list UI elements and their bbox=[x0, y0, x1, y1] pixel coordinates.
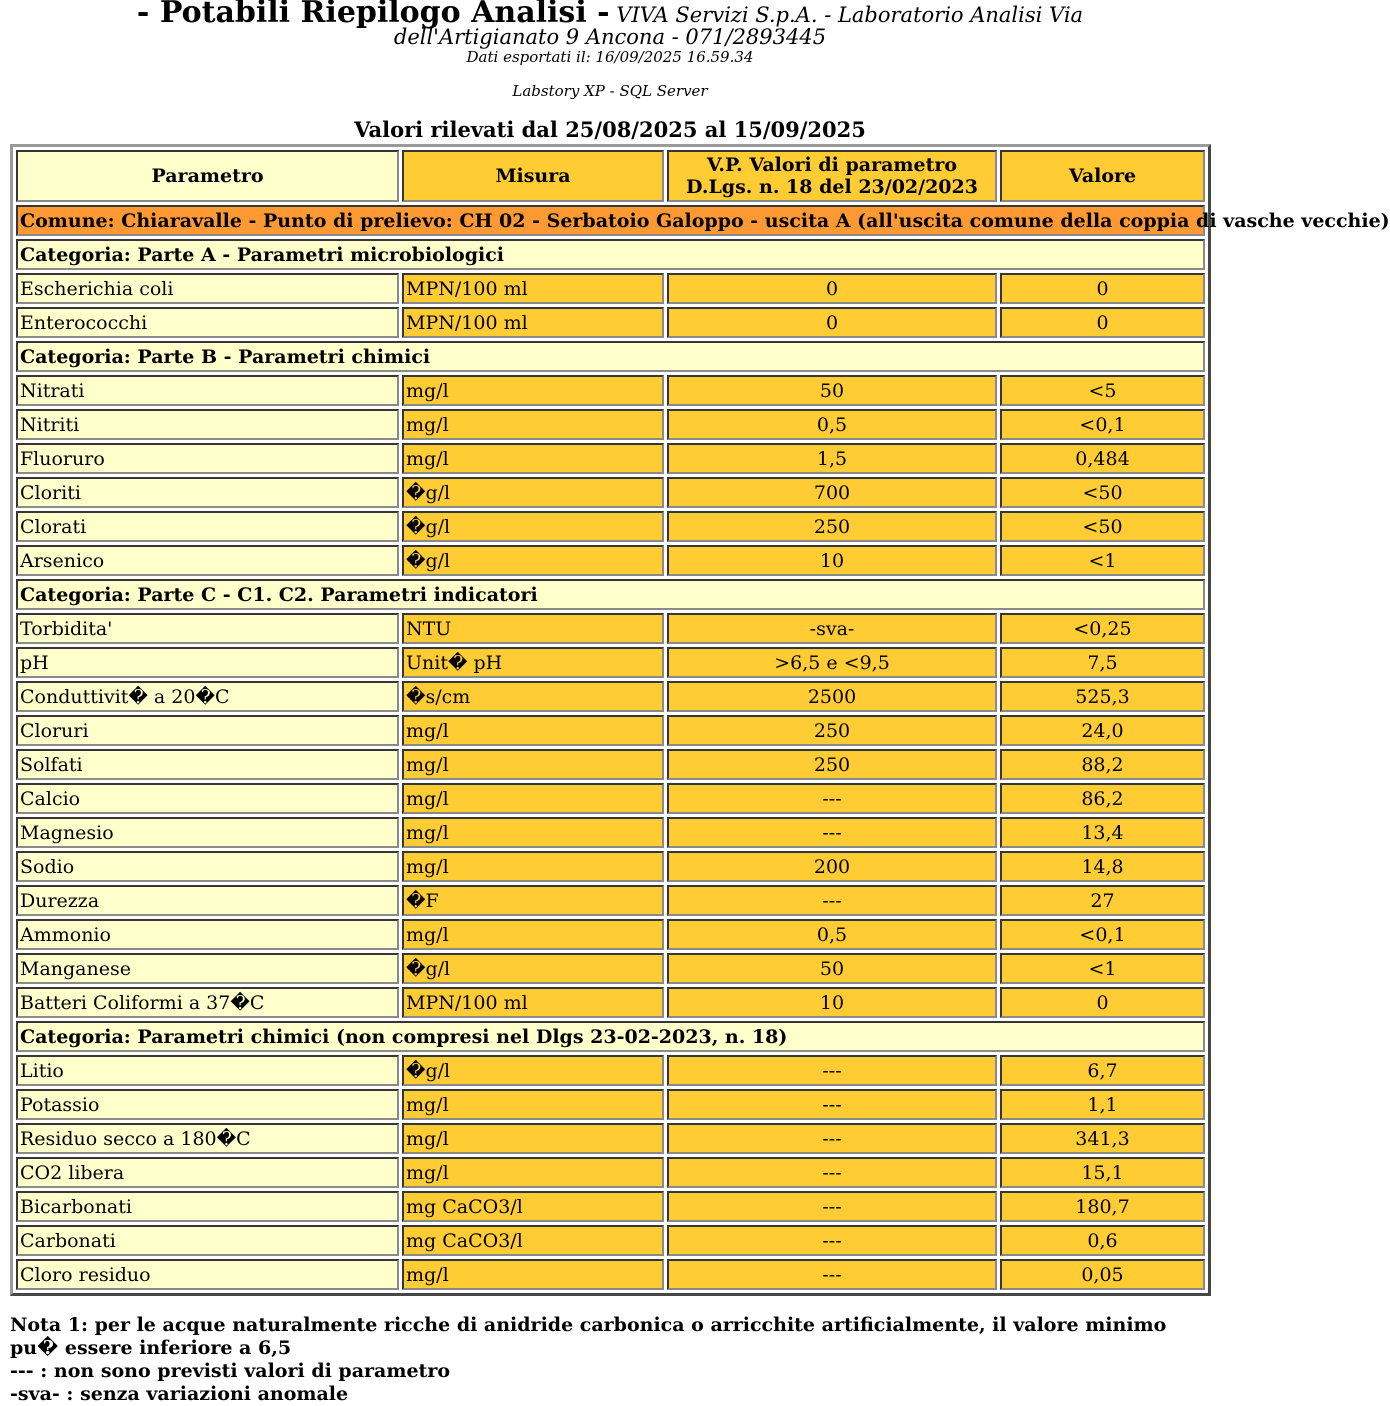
table-row bbox=[16, 1157, 1205, 1188]
cell-parametro: Calcio bbox=[16, 783, 399, 814]
nota-1: Nota 1: per le acque naturalmente ricche di anidride carbonica o arricchite artificialmente, il valore minimo pu� essere inferiore a 6,5 bbox=[10, 1314, 1167, 1359]
cell-misura: mg CaCO3/l bbox=[402, 1191, 664, 1222]
cell-valore: 6,7 bbox=[1000, 1055, 1205, 1086]
title-line bbox=[60, 2, 1160, 48]
cell-parametro: Durezza bbox=[16, 885, 399, 916]
cell-misura: �g/l bbox=[402, 477, 664, 508]
cell-valore: <0,25 bbox=[1000, 613, 1205, 644]
cell-vp: 50 bbox=[667, 375, 997, 406]
cell-parametro: Nitriti bbox=[16, 409, 399, 440]
cell-parametro: CO2 libera bbox=[16, 1157, 399, 1188]
col-header-valore: Valore bbox=[1000, 150, 1205, 202]
cell-misura: mg/l bbox=[402, 715, 664, 746]
cell-vp: 10 bbox=[667, 987, 997, 1018]
cell-misura: mg CaCO3/l bbox=[402, 1225, 664, 1256]
category-row bbox=[16, 1021, 1205, 1052]
table-row bbox=[16, 375, 1205, 406]
cell-valore: 0 bbox=[1000, 307, 1205, 338]
col-header-parametro: Parametro bbox=[16, 150, 399, 202]
cell-parametro: Ammonio bbox=[16, 919, 399, 950]
cell-valore: 27 bbox=[1000, 885, 1205, 916]
cell-vp: 0,5 bbox=[667, 409, 997, 440]
cell-valore: 180,7 bbox=[1000, 1191, 1205, 1222]
col-header-vp: V.P. Valori di parametro D.Lgs. n. 18 del 23/02/2023 bbox=[667, 150, 997, 202]
cell-misura: mg/l bbox=[402, 1123, 664, 1154]
cell-valore: 24,0 bbox=[1000, 715, 1205, 746]
table-row bbox=[16, 817, 1205, 848]
cell-valore: 0,05 bbox=[1000, 1259, 1205, 1290]
cell-misura: �g/l bbox=[402, 1055, 664, 1086]
cell-valore: <5 bbox=[1000, 375, 1205, 406]
cell-parametro: Arsenico bbox=[16, 545, 399, 576]
cell-vp: 250 bbox=[667, 511, 997, 542]
cell-parametro: Cloro residuo bbox=[16, 1259, 399, 1290]
date-range: Valori rilevati dal 25/08/2025 al 15/09/2025 bbox=[354, 117, 866, 142]
cell-misura: MPN/100 ml bbox=[402, 307, 664, 338]
cell-misura: MPN/100 ml bbox=[402, 987, 664, 1018]
table-row bbox=[16, 783, 1205, 814]
cell-vp: 250 bbox=[667, 749, 997, 780]
category-row bbox=[16, 341, 1205, 372]
cell-misura: mg/l bbox=[402, 749, 664, 780]
cell-vp: --- bbox=[667, 1055, 997, 1086]
table-row bbox=[16, 885, 1205, 916]
cell-misura: mg/l bbox=[402, 443, 664, 474]
cell-parametro: Escherichia coli bbox=[16, 273, 399, 304]
cell-misura: mg/l bbox=[402, 919, 664, 950]
cell-parametro: Batteri Coliformi a 37�C bbox=[16, 987, 399, 1018]
cell-misura: mg/l bbox=[402, 1259, 664, 1290]
table-row bbox=[16, 1123, 1205, 1154]
cell-vp: --- bbox=[667, 1225, 997, 1256]
cell-vp: 1,5 bbox=[667, 443, 997, 474]
cell-misura: mg/l bbox=[402, 851, 664, 882]
cell-parametro: Conduttivit� a 20�C bbox=[16, 681, 399, 712]
cell-parametro: Manganese bbox=[16, 953, 399, 984]
cell-parametro: Bicarbonati bbox=[16, 1191, 399, 1222]
cell-valore: 0,484 bbox=[1000, 443, 1205, 474]
cell-valore: 1,1 bbox=[1000, 1089, 1205, 1120]
cell-vp: -sva- bbox=[667, 613, 997, 644]
results-table bbox=[10, 144, 1390, 1296]
cell-parametro: pH bbox=[16, 647, 399, 678]
table-row bbox=[16, 715, 1205, 746]
table-row bbox=[16, 1225, 1205, 1256]
cell-valore: 0 bbox=[1000, 987, 1205, 1018]
table-row bbox=[16, 851, 1205, 882]
cell-vp: 250 bbox=[667, 715, 997, 746]
table-row bbox=[16, 1089, 1205, 1120]
cell-vp: --- bbox=[667, 1157, 997, 1188]
category-row bbox=[16, 579, 1205, 610]
header-row bbox=[16, 150, 1205, 202]
cell-misura: mg/l bbox=[402, 409, 664, 440]
comune-row bbox=[16, 205, 1205, 236]
cell-valore: 525,3 bbox=[1000, 681, 1205, 712]
cell-vp: 2500 bbox=[667, 681, 997, 712]
cell-parametro: Nitrati bbox=[16, 375, 399, 406]
cell-misura: �g/l bbox=[402, 953, 664, 984]
cell-misura: NTU bbox=[402, 613, 664, 644]
cell-parametro: Magnesio bbox=[16, 817, 399, 848]
category-label: Categoria: Parte A - Parametri microbiologici bbox=[16, 239, 1205, 270]
cell-valore: 0 bbox=[1000, 273, 1205, 304]
cell-vp: --- bbox=[667, 783, 997, 814]
table-row bbox=[16, 953, 1205, 984]
cell-valore: 7,5 bbox=[1000, 647, 1205, 678]
cell-vp: 200 bbox=[667, 851, 997, 882]
cell-valore: <50 bbox=[1000, 511, 1205, 542]
cell-misura: mg/l bbox=[402, 783, 664, 814]
table-body bbox=[16, 205, 1390, 1290]
cell-vp: --- bbox=[667, 1089, 997, 1120]
cell-vp: --- bbox=[667, 1123, 997, 1154]
cell-valore: <50 bbox=[1000, 477, 1205, 508]
legend-sva: -sva- : senza variazioni anomale bbox=[10, 1383, 349, 1405]
cell-valore: 0,6 bbox=[1000, 1225, 1205, 1256]
category-label: Categoria: Parte B - Parametri chimici bbox=[16, 341, 1205, 372]
report-title: - Potabili Riepilogo Analisi - bbox=[136, 0, 610, 30]
cell-parametro: Residuo secco a 180�C bbox=[16, 1123, 399, 1154]
cell-vp: 0 bbox=[667, 307, 997, 338]
cell-vp: --- bbox=[667, 1259, 997, 1290]
cell-misura: Unit� pH bbox=[402, 647, 664, 678]
comune-label: Comune: Chiaravalle - Punto di prelievo: CH 02 - Serbatoio Galoppo - uscita A (all'uscita comune della coppia di vasche vecchie) bbox=[16, 205, 1205, 236]
cell-misura: �s/cm bbox=[402, 681, 664, 712]
cell-vp: >6,5 e <9,5 bbox=[667, 647, 997, 678]
cell-misura: MPN/100 ml bbox=[402, 273, 664, 304]
cell-valore: <1 bbox=[1000, 545, 1205, 576]
cell-vp: --- bbox=[667, 1191, 997, 1222]
table-row bbox=[16, 1191, 1205, 1222]
table-row bbox=[16, 477, 1205, 508]
cell-vp: --- bbox=[667, 885, 997, 916]
software-info: Labstory XP - SQL Server bbox=[512, 82, 708, 100]
cell-valore: 86,2 bbox=[1000, 783, 1205, 814]
table-row bbox=[16, 647, 1205, 678]
cell-parametro: Clorati bbox=[16, 511, 399, 542]
legend-dashes: --- : non sono previsti valori di parametro bbox=[10, 1360, 451, 1382]
cell-parametro: Fluoruro bbox=[16, 443, 399, 474]
cell-valore: 15,1 bbox=[1000, 1157, 1205, 1188]
category-label: Categoria: Parte C - C1. C2. Parametri indicatori bbox=[16, 579, 1205, 610]
cell-parametro: Cloruri bbox=[16, 715, 399, 746]
table-row bbox=[16, 681, 1205, 712]
export-date: Dati esportati il: 16/09/2025 16.59.34 bbox=[466, 48, 754, 66]
lab-info: VIVA Servizi S.p.A. - Laboratorio Analisi Via dell'Artigianato 9 Ancona - 071/2893445 bbox=[393, 3, 1084, 49]
table-row bbox=[16, 511, 1205, 542]
cell-vp: 0 bbox=[667, 273, 997, 304]
table-row bbox=[16, 409, 1205, 440]
table-row bbox=[16, 1055, 1205, 1086]
cell-misura: �g/l bbox=[402, 545, 664, 576]
category-row bbox=[16, 239, 1205, 270]
table-row bbox=[16, 987, 1205, 1018]
cell-vp: 50 bbox=[667, 953, 997, 984]
cell-parametro: Sodio bbox=[16, 851, 399, 882]
cell-valore: <0,1 bbox=[1000, 919, 1205, 950]
cell-misura: mg/l bbox=[402, 1089, 664, 1120]
cell-valore: 14,8 bbox=[1000, 851, 1205, 882]
table-row bbox=[16, 273, 1205, 304]
cell-parametro: Enterococchi bbox=[16, 307, 399, 338]
table-row bbox=[16, 1259, 1205, 1290]
notes bbox=[10, 1314, 1210, 1406]
category-label: Categoria: Parametri chimici (non compresi nel Dlgs 23-02-2023, n. 18) bbox=[16, 1021, 1205, 1052]
table-row bbox=[16, 545, 1205, 576]
table-row bbox=[16, 919, 1205, 950]
cell-valore: 88,2 bbox=[1000, 749, 1205, 780]
table-row bbox=[16, 307, 1205, 338]
cell-valore: <1 bbox=[1000, 953, 1205, 984]
cell-misura: mg/l bbox=[402, 817, 664, 848]
cell-parametro: Litio bbox=[16, 1055, 399, 1086]
cell-parametro: Potassio bbox=[16, 1089, 399, 1120]
cell-parametro: Torbidita' bbox=[16, 613, 399, 644]
table-row bbox=[16, 443, 1205, 474]
cell-vp: --- bbox=[667, 817, 997, 848]
table-row bbox=[16, 613, 1205, 644]
cell-vp: 0,5 bbox=[667, 919, 997, 950]
col-header-misura: Misura bbox=[402, 150, 664, 202]
cell-parametro: Carbonati bbox=[16, 1225, 399, 1256]
cell-parametro: Solfati bbox=[16, 749, 399, 780]
cell-valore: 13,4 bbox=[1000, 817, 1205, 848]
cell-misura: mg/l bbox=[402, 1157, 664, 1188]
cell-valore: 341,3 bbox=[1000, 1123, 1205, 1154]
cell-parametro: Cloriti bbox=[16, 477, 399, 508]
cell-misura: �g/l bbox=[402, 511, 664, 542]
report-header bbox=[0, 2, 1220, 100]
cell-misura: mg/l bbox=[402, 375, 664, 406]
cell-misura: �F bbox=[402, 885, 664, 916]
table-row bbox=[16, 749, 1205, 780]
cell-vp: 10 bbox=[667, 545, 997, 576]
cell-vp: 700 bbox=[667, 477, 997, 508]
cell-valore: <0,1 bbox=[1000, 409, 1205, 440]
